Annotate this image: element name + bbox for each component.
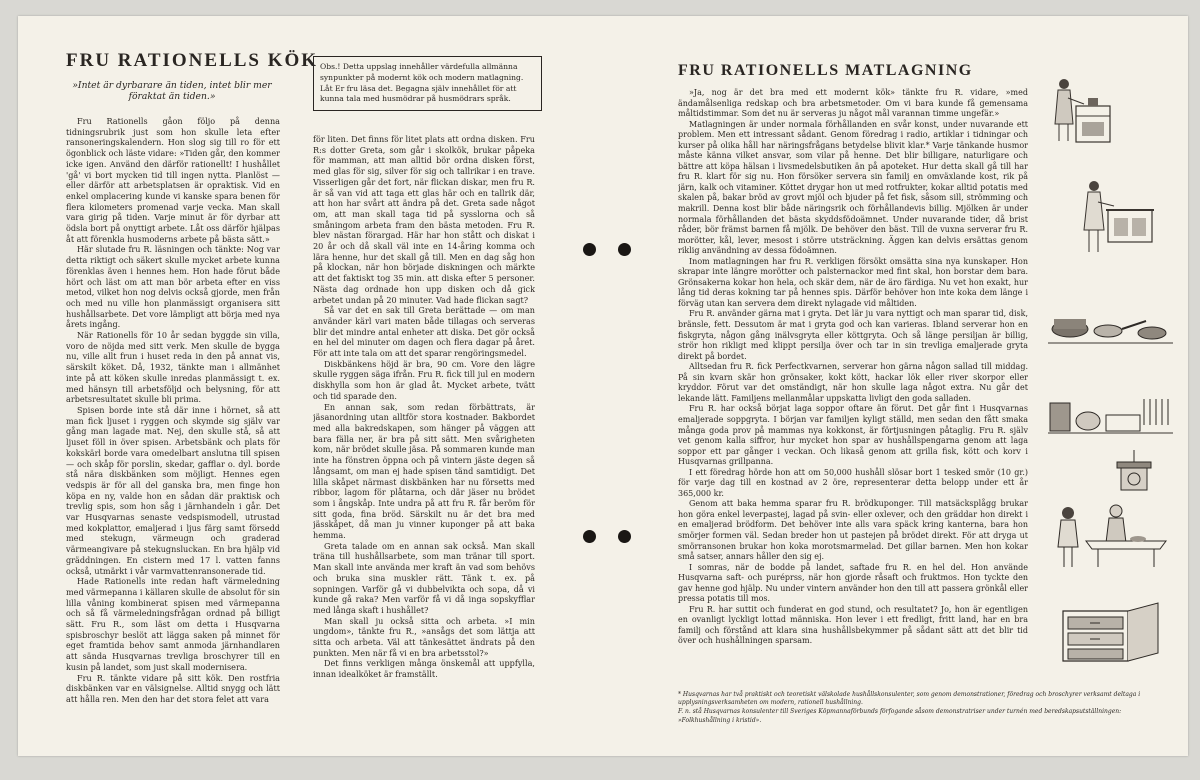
paragraph: I ett föredrag hörde hon att om 50,000 hushåll slösar bort 1 tesked smör (10 gr.) för varje dag till en kostnad av 2 öre, representerar detta belopp under ett år 365,000 kr. — [678, 467, 1028, 498]
paragraph: Det finns verkligen många önskemål att uppfylla, innan idealköket är framställt. — [313, 658, 535, 680]
woman-at-stove-illustration — [1048, 66, 1113, 146]
cookware-illustration — [1048, 301, 1173, 351]
binder-hole-bottom — [618, 530, 631, 543]
paragraph: Diskbänkens höjd är bra, 90 cm. Vore den lägre skulle ryggen säga ifrån. Fru R. fick till jul en modern diskhylla som hon är glad åt. Mycket arbete, tvätt och tid sparade den. — [313, 358, 535, 401]
paragraph: Här slutade fru R. läsningen och tänkte: Nog var detta riktigt och säkert skulle mycket arbete kunna förenklas även i hennes hem. Hon hade förut både hört och läst om att man bör arbeta efter en viss metod, vilket hon nog delvis också gjorde, men från och med nu ville hon planmässigt organisera sitt hushållsarbete. Det vore lämpligt att börja med nya årets ingång. — [66, 244, 280, 330]
paragraph: I somras, när de bodde på landet, saftade fru R. en hel del. Hon använde Husqvarna saft- och puréprss, när hon gjorde råsaft och fruktmos. Hon tyckte den gav henne god hjälp. Nu under vintern använder hon den till att passera grönkål eller pressa potatis till mos. — [678, 562, 1028, 604]
newspaper-spread — [18, 16, 1188, 756]
notice-box: Obs.! Detta uppslag innehåller värdefulla allmänna synpunkter på modernt kök och modern matlagning. Låt Er fru läsa det. Begagna själv innehållet för att kunna tala med husmödrar på husmödrars språk. — [313, 56, 542, 111]
paragraph: för liten. Det finns för litet plats att ordna disken. Fru R:s dotter Greta, som går i skolkök, brukar påpeka för mamman, att man alltid bör ordna disken först, med glas för sig, silver för sig och tallrikar i en trave. Visserligen går det fort, när flickan diskar, men fru R. är så van vid att taga ett glas här och en tallrik där, att hon har svårt att ändra på det. Greta sade något om, att man skall taga tid på sysslorna och så småningom arbeta fram den bästa metoden. Fru R. blev nästan förargad. Här har hon stått och diskat i 20 år och då skall väl inte en 14-åring komma och lära henne, hur det skall gå till. Men en dag såg hon på klockan, när hon började diskningen och märkte att det faktiskt tog 35 min. att diska efter 5 personer. Nästa dag ordnade hon upp disken och då gick arbetet undan på 20 minuter. Vad hade flickan sagt? — [313, 134, 535, 305]
paragraph: När Rationells för 10 år sedan byggde sin villa, voro de nöjda med sitt verk. Men skulle de bygga nu, ville allt frun i huset reda in den på annat vis, särskilt köket. Då, 1932, tänkte man i allmänhet inte på att köken skulle inredas planmässigt t. ex. med hänsyn till arbetsföljd och belysning, för att arbetsresultatet skulle bli prima. — [66, 330, 280, 405]
binder-hole-top — [583, 243, 596, 256]
footnotes — [678, 691, 1156, 726]
paragraph: Spisen borde inte stå där inne i hörnet, så att man fick ljuset i ryggen och skymde sig själv var gång man lagade mat. Nej, den skulle stå, så att ljuset föll in över spisen. Arbetsbänk och plats för kokskärl borde vara omedelbart anslutna till spisen — och skåp för porslin, skedar, gafflar o. dyl. borde stå nära diskbänken som möjligt. Hennes egen vedspis är för all del ganska bra, men finge hon köpa en ny, valde hon en sådan där praktisk och trevlig spis, som hon såg i järnhandeln i går. Det var Husqvarnas senaste vedspismodell, utrustad med kokplattor, emaljerad i ljus färg samt försedd med stekugn, värmeugn och graderad värmeangivare på stekugnsluckan. En bra hjälp vid gräddningen. En cistern med 17 l. vatten fanns också, utmärkt i vår varmvattenransonerade tid. — [66, 404, 280, 576]
paragraph: Alltsedan fru R. fick Perfectkvarnen, serverar hon gärna någon sallad till middag. På sin kvarn skär hon grönsaker, kokt kött, hackar lök eller river skorpor eller kryddor. Förut var det omständigt, när hon skulle laga något extra. Nu går det lekande lätt. Familjens mellanmålar uppskatta livligt den goda salladen. — [678, 362, 1028, 403]
paragraph: Matlagningen är under normala förhållanden en svår konst, under nuvarande ett problem. Men ett intressant sådant. Genom föredrag i radio, artiklar i tidningar och kurser på olika håll har näringsfrågans betydelse blivit klar.* Varje tänkande husmor måste känna vilket ansvar, som vilar på henne. Det blir billigare, naturligare och bättre att köpa hälsan i livsmedelsbutiken än på apoteket. Hur detta skall gå till har fru R. klart för sig nu. Hon försöker servera sin familj en omväxlande kost, rik på järn, kalk och vitaminer. Köttet drygar hon ut med rotfrukter, kokar alltid potatis med skalen på, bakar bröd av grovt mjöl och bjuder på fet fisk, såsom sill, strömming och makrill. Denna kost blir både näringsrik och förhållandevis billig. Mjölken är under normala förhållanden det bästa skyddsfödoämnet. Under nuvarande tider, då brist råder, bör främst barnen få mjölk. De behöver den bäst. Till de vuxna serverar fru R. morötter, kål, lever, mesost i större utsträckning. Äggen kan delvis ersättas genom riklig användning av dessa födoämnen. — [678, 119, 1028, 256]
paragraph: »Ja, nog är det bra med ett modernt kök» tänkte fru R. vidare, »med ändamålsenliga redskap och bra arbetsmetoder. Om vi bara kunde få gemensama måltidstimmar. Som det nu är serveras ju något mål varannan timme ungefär.» — [678, 88, 1028, 119]
left-article-column-2 — [313, 134, 535, 734]
binder-hole-bottom — [583, 530, 596, 543]
right-article-column — [678, 88, 1028, 700]
paragraph: Genom att baka hemma sparar fru R. brödkuponger. Till matsäcksplågg brukar hon göra enkel leverpastej, lagad på svin- eller oxlever, och den gräddar hon direkt i en emaljerad brödform. Det behöver inte alls vara späck kring kanterna, bara hon smörjer formen väl. Sedan breder hon ut pastejen på brödet direkt. För att dryga ut smörransonen brukar hon koka morotsmarmelad. Det gillar barnen. Men hon kokar små satser, annars håller den sig ej. — [678, 499, 1028, 562]
footnote: * Husqvarnas har två praktiskt och teoretiskt välskolade hushållskonsulenter, som genom demonstrationer, föredrag och broschyrer verksamt deltaga i upplysningsverksamheten om modern, rationell hushållning. — [678, 691, 1141, 707]
paragraph: Greta talade om en annan sak också. Man skall träna till hushållsarbete, som man tränar till sport. Man skall inte använda mer kraft än vad som behövs och bruka sina muskler rätt. Tänk t. ex. på sopningen. Varför gå vi dubbelvikta och sopa, då vi kunde gå raka? Men varför få vi då inga sopskyfflar med långa skaft i hushållet? — [313, 540, 535, 615]
right-article-title: FRU RATIONELLS MATLAGNING — [678, 62, 973, 79]
dish-rack-illustration — [1048, 391, 1173, 439]
paragraph: Fru R. har också börjat laga soppor oftare än förut. Det går fint i Husqvarnas emaljerade soppgryta. I början var familjen kyligt ställd, men sedan den fått smaka många goda prov på mammas nya kokkonst, är förtjusningen påtaglig. Fru R. själv vet genom kalla siffror, hur mycket hon spar av hushållspengarna genom att laga soppor ett par gånger i veckan. Och likaså genom att grilla fisk, kött och korv i Husqvarnas grillpanna. — [678, 404, 1028, 467]
kitchen-scale-illustration — [1113, 446, 1155, 496]
paragraph: Man skall ju också sitta och arbeta. »I min ungdom», tänkte fru R., »ansågs det som lättja att sitta och arbeta. Väl att tänkesättet ändrats på den punkten. Men när få vi en bra arbetsstol?» — [313, 615, 535, 658]
left-article-column-1 — [66, 116, 280, 736]
paragraph: Fru R. har suttit och funderat en god stund, och resultatet? Jo, hon är egentligen en ovanligt lyckligt lottad människa. Hon lever i ett fredligt, fritt land, har en bra familj och förstånd att klara sina hushållsbekymmer på sådant sätt att det blir tid över och hushållningen sparsam. — [678, 604, 1028, 646]
family-at-table-illustration — [1048, 501, 1173, 571]
left-article-title: FRU RATIONELLS KÖK — [66, 50, 319, 71]
paragraph: Så var det en sak till Greta berättade — om man använder kärl vari maten både tillagas och serveras blir det mindre antal enheter att diska. Det gör också en hel del minuter om dagen och flera dagar på året. För att inte tala om att det sparar rengöringsmedel. — [313, 305, 535, 359]
woman-at-kitchen-bench-illustration — [1076, 174, 1156, 259]
binder-hole-top — [618, 243, 631, 256]
paragraph: Fru Rationells gåon följo på denna tidningsrubrik just som hon skulle leta efter ransoneringskalendern. Hon slog sig till ro för ett ögonblick och läste vidare: »Tiden går, den kommer icke igen. Använd den därför rationellt! I hushållet 'gå' vi bort mycken tid till ingen nytta. Planlöst — eller därför att arbetsplatsen är opraktisk. Vid en enkel omplacering kunde vi kanske spara benen för flera kilometers promenad varje vecka. Man skall vara girig på tiden. Varje minut är för dyrbar att ödsla bort på onyttigt arbete. Låt oss därför hjälpas åt att förenkla husmoderns arbete på bästa sätt.» — [66, 116, 280, 244]
paragraph: Fru R. använder gärna mat i gryta. Det lär ju vara nyttigt och man sparar tid, disk, bränsle, fett. Dessutom är mat i gryta god och kan varieras. Ibland serverar hon en fiskgryta, någon gång inälvsgryta eller köttgryta. Och så länge persiljan är billig, strör hon rikligt med klippt persilja över och tar in sin trevliga emaljerade gryta direkt på bordet. — [678, 309, 1028, 361]
paragraph: En annan sak, som redan förbättrats, är jäsanordning utan alltför stora kostnader. Bakbordet med alla bakredskapen, som hänger på väggen att bara fälla ner, är bra på sitt sätt. Men svårigheten kom, när brödet skulle jäsa. På sommaren kunde man inte ha fönstren öppna och på vintern jäste degen så långsamt, om man ej hade spisen tänd samtidigt. Det lilla skåpet närmast diskbänken har nu försetts med ribbor, lagom för plåtarna, och där jäser nu brödet som i ångskåp. Inte undra på att fru R. får beröm för sitt goda, fina bröd. Särskilt nu är det bra med jässkåpet, då man ju vinner kuponger på att baka hemma. — [313, 401, 535, 541]
paragraph: Fru R. tänkte vidare på sitt kök. Den rostfria diskbänken var en välsignelse. Alltid snygg och lätt att hålla ren. Men den har det stora felet att vara — [66, 672, 280, 704]
left-article-subtitle: »Intet är dyrbarare än tiden, intet blir mer föraktat än tiden.» — [72, 80, 272, 102]
paragraph: Inom matlagningen har fru R. verkligen försökt omsätta sina nya kunskaper. Hon skrapar inte längre morötter och palsternackor med fint skal, hon borstar dem bara. Grönsakerna kokar hon hela, och skär dem, när de äro färdiga. Nu vet hon exakt, hur lång tid deras kokning tar på hennes spis. Därför behöver hon inte koka dem länge i förväg utan kan servera dem direkt nylagade vid måltiden. — [678, 256, 1028, 308]
cabinet-drawers-illustration — [1058, 601, 1163, 666]
paragraph: Hade Rationells inte redan haft värmeledning med värmepanna i källaren skulle de absolut för sin lilla våning kombinerat spisen med värmepanna och så få värmeledningsfrågan ordnad på billigt sätt. Fru R., som läst om detta i Husqvarna spisbroschyr beslöt att lägga saken på minnet för eget framtida behov samt anmoda järnhandlaren att sända Husqvarnas trevliga broschyrer till en kusin på landet, som just skall modernisera. — [66, 576, 280, 672]
footnote: F. n. stå Husqvarnas konsulenter till Sveriges Köpmannaförbunds förfogande såsom demonstratriser under turnén med beredskapsutställningen: »Folkhushållning i kristid». — [678, 708, 1122, 724]
